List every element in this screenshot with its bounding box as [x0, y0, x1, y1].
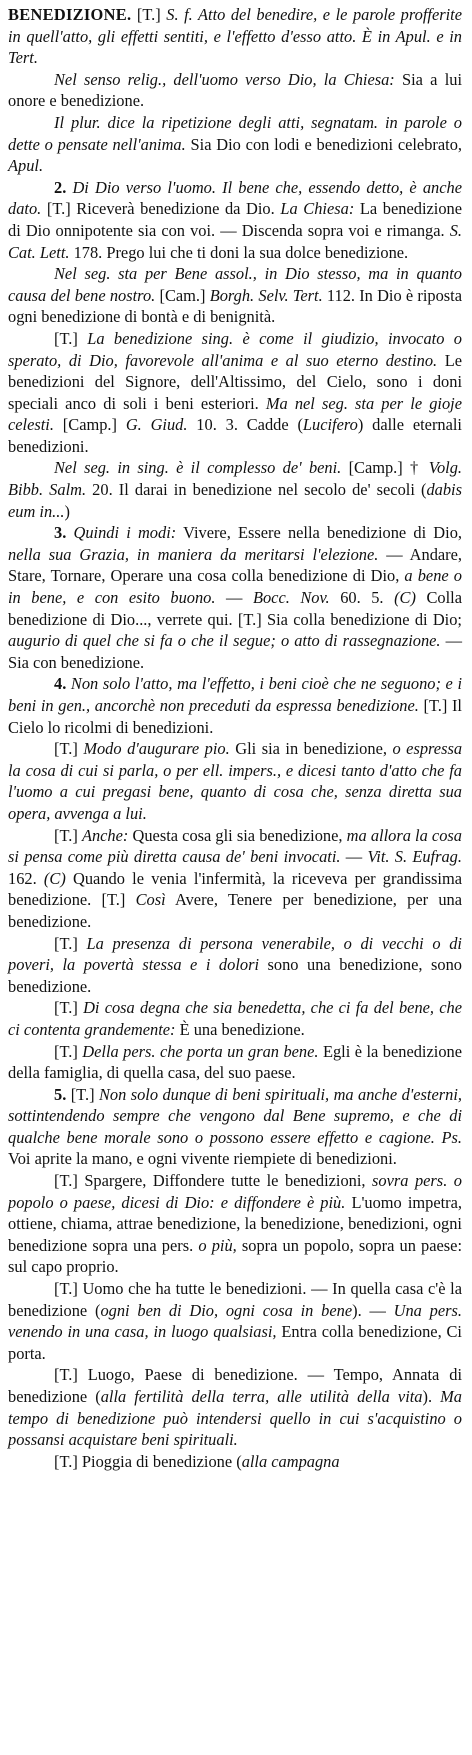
entry-paragraph: [T.] La presenza di persona venerabile, o di vecchi o di poveri, la povertà stessa e i dolori sono una benedizione, sono benedizione.	[8, 933, 462, 996]
entry-paragraph: Nel seg. in sing. è il complesso de' beni. [Camp.] † Volg. Bibb. Salm. 20. Il darai in benedizione nel secolo de' secoli (dabis eum in...)	[8, 458, 462, 521]
entry-paragraph: BENEDIZIONE. [T.] S. f. Atto del benedire, e le parole profferite in quell'atto, gli effetti sentiti, e l'effetto d'esso atto. È in Apul. e in Tert.	[8, 5, 462, 68]
entry-paragraph: [T.] Della pers. che porta un gran bene. Egli è la benedizione della famiglia, di quella casa, del suo paese.	[8, 1041, 462, 1083]
entry-paragraph: [T.] Modo d'augurare pio. Gli sia in benedizione, o espressa la cosa di cui si parla, o per ell. impers., e dicesi tanto d'atto che fa l'uomo a cui pregasi bene, quanto di cosa che, senza diretta sua opera, avvenga a lui.	[8, 739, 463, 823]
entry-paragraph: [T.] Pioggia di benedizione (alla campagna	[54, 1451, 340, 1471]
entry-paragraph: Nel senso relig., dell'uomo verso Dio, la Chiesa: Sia a lui onore e benedizione.	[8, 69, 462, 111]
entry-paragraph: 2. Di Dio verso l'uomo. Il bene che, essendo detto, è anche dato. [T.] Riceverà benedizione da Dio. La Chiesa: La benedizione di Dio onnipotente sia con voi. — Discenda sopra voi e rimanga. S. Cat. Lett. 178. Prego lui che ti doni la sua dolce benedizione.	[8, 177, 462, 262]
entry-paragraph: [T.] Di cosa degna che sia benedetta, che ci fa del bene, che ci contenta grandemente: È una benedizione.	[8, 998, 462, 1039]
entry-paragraph: [T.] Luogo, Paese di benedizione. — Tempo, Annata di benedizione (alla fertilità della terra, alle utilità della vita). Ma tempo di benedizione può intendersi quello in cui s'acquistino o possansi acquistare beni spirituali.	[8, 1365, 462, 1450]
dictionary-entry-benedizione	[8, 4, 462, 1472]
entry-paragraph: [T.] Uomo che ha tutte le benedizioni. — In quella casa c'è la benedizione (ogni ben di Dio, ogni cosa in bene). — Una pers. venendo in una casa, in luogo qualsiasi, Entra colla benedizione, Ci porta.	[8, 1279, 462, 1363]
entry-paragraph: 5. [T.] Non solo dunque di beni spirituali, ma anche d'esterni, sottintendendo sempre che vengono dal Bene supremo, e che di qualche bene morale sono o possono essere effetto e cagione. Ps. Voi aprite la mano, e ogni vivente riempiete di benedizioni.	[8, 1084, 462, 1169]
entry-paragraph: [T.] La benedizione sing. è come il giudizio, invocato o sperato, di Dio, favorevole all'anima e al suo eterno destino. Le benedizioni del Signore, dell'Altissimo, del Cielo, sono i doni speciali anco di soli i beni esteriori. Ma nel seg. sta per le gioje celesti. [Camp.] G. Giud. 10. 3. Cadde (Lucifero) dalle eternali benedizioni.	[8, 328, 462, 456]
entry-paragraph: Nel seg. sta per Bene assol., in Dio stesso, ma in quanto causa del bene nostro. [Cam.] Borgh. Selv. Tert. 112. In Dio è riposta ogni benedizione di bontà e di benignità.	[8, 264, 463, 327]
entry-paragraph: 4. Non solo l'atto, ma l'effetto, i beni cioè che ne seguono; e i beni in gen., ancorchè non preceduti da espressa benedizione. [T.] Il Cielo lo ricolmi di benedizioni.	[8, 674, 462, 737]
entry-paragraph: [T.] Anche: Questa cosa gli sia benedizione, ma allora la cosa si pensa come più diretta causa de' beni invocati. — Vit. S. Eufrag. 162. (C) Quando le venia l'infermità, la riceveva per grandissima benedizione. [T.] Così Avere, Tenere per benedizione, per una benedizione.	[8, 825, 462, 931]
entry-paragraph: [T.] Spargere, Diffondere tutte le benedizioni, sovra pers. o popolo o paese, dicesi di Dio: e diffondere è più. L'uomo impetra, ottiene, chiama, attrae benedizione, la benedizione, benedizioni, ogni benedizione sopra una pers. o più, sopra un popolo, sopra un paese: sul capo proprio.	[8, 1171, 463, 1277]
entry-paragraph: 3. Quindi i modi: Vivere, Essere nella benedizione di Dio, nella sua Grazia, in maniera da meritarsi l'elezione. — Andare, Stare, Tornare, Operare una cosa colla benedizione di Dio, a bene o in bene, e con esito buono. — Bocc. Nov. 60. 5. (C) Colla benedizione di Dio..., verrete qui. [T.] Sia colla benedizione di Dio; augurio di quel che si fa o che il segue; o atto di rassegnazione. — Sia con benedizione.	[8, 523, 462, 672]
entry-paragraph: Il plur. dice la ripetizione degli atti, segnatam. in parole o dette o pensate nell'anima. Sia Dio con lodi e benedizioni celebrato, Apul.	[8, 112, 462, 176]
